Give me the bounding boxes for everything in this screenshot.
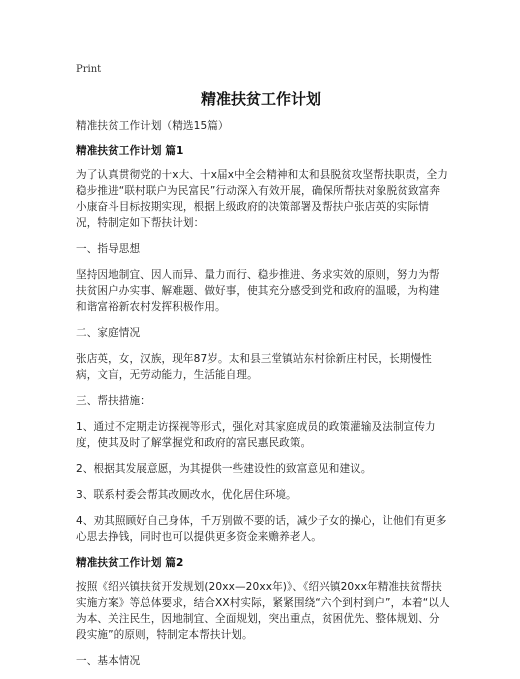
print-link[interactable]: Print: [76, 64, 102, 75]
paragraph: 按照《绍兴镇扶贫开发规划(20xx—20xx年)》、《绍兴镇20xx年精准扶贫帮扶实施方案》等总体要求，结合XX村实际，紧紧围绕“六个到村到户”，本着“以人为本、关注民生，因地制宜、全面规划，突出重点，贫困优先、整体规划、分段实施”的原则，特制定本帮扶计划。: [76, 581, 450, 641]
paragraph: 为了认真贯彻党的十x大、十x届x中全会精神和太和县脱贫攻坚帮扶职责，全力稳步推进“联村联户为民富民”行动深入有效开展，确保所帮扶对象脱贫致富奔小康奋斗目标按期实现，根据上级政府的决策部署及帮扶户张店英的实际情况，特制定如下帮扶计划：: [76, 169, 448, 229]
list-item: 3、联系村委会帮其改厕改水，优化居住环境。: [76, 489, 297, 501]
page-title: 精准扶贫工作计划: [200, 90, 321, 108]
list-item: 1、通过不定期走访探视等形式，强化对其家庭成员的政策灌输及法制宣传力度，使其及时了解掌握党和政府的富民惠民政策。: [76, 421, 436, 449]
subsection-heading: 二、家庭情况: [76, 327, 141, 339]
paragraph: 张店英，女，汉族，现年87岁。太和县三堂镇站东村徐新庄村民，长期慢性病，文盲，无劳动能力，生活能自理。: [76, 353, 432, 381]
document-subtitle: 精准扶贫工作计划（精选15篇）: [76, 120, 229, 132]
subsection-heading: 三、帮扶措施：: [76, 395, 151, 407]
list-item: 4、劝其照顾好自己身体，千万别做不要的话，减少子女的操心，让他们有更多心思去挣钱，同时也可以提供更多资金来赡养老人。: [76, 515, 447, 543]
subsection-heading: 一、指导思想: [76, 243, 141, 255]
document-body: [76, 118, 450, 679]
subsection-heading: 一、基本情况: [76, 655, 141, 667]
list-item: 2、根据其发展意愿，为其提供一些建设性的致富意见和建议。: [76, 463, 372, 475]
section-heading-1: 精准扶贫工作计划 篇1: [76, 145, 184, 157]
section-heading-2: 精准扶贫工作计划 篇2: [76, 557, 184, 569]
paragraph: 坚持因地制宜、因人而异、量力而行、稳步推进、务求实效的原则，努力为帮扶贫困户办实事、解难题、做好事，使其充分感受到党和政府的温暖，为构建和谐富裕新农村发挥积极作用。: [76, 269, 440, 313]
